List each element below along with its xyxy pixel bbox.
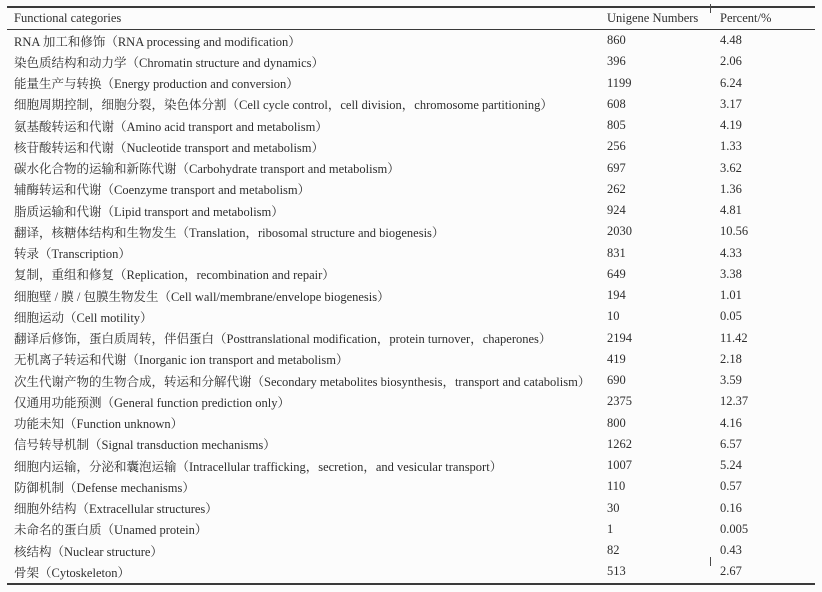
percent-cell: 1.01 <box>720 288 742 303</box>
category-cell: 未命名的蛋白质（Unamed protein） <box>14 523 208 538</box>
unigene-count-cell: 831 <box>607 245 626 260</box>
category-cell: 翻译，核糖体结构和生物发生（Translation，ribosomal structure and biogenesis） <box>14 225 445 240</box>
table-row <box>7 243 815 264</box>
table-row <box>7 519 815 540</box>
percent-cell: 4.81 <box>720 203 742 218</box>
table-row <box>7 328 815 349</box>
table-row <box>7 413 815 434</box>
percent-cell: 11.42 <box>720 330 748 345</box>
table-row <box>7 115 815 136</box>
table-row <box>7 200 815 221</box>
table-row <box>7 221 815 242</box>
percent-cell: 0.16 <box>720 500 742 515</box>
table-row <box>7 51 815 72</box>
percent-cell: 4.16 <box>720 415 742 430</box>
percent-cell: 1.36 <box>720 181 742 196</box>
unigene-count-cell: 608 <box>607 96 626 111</box>
table-row <box>7 158 815 179</box>
table-row <box>7 434 815 455</box>
category-cell: 核苷酸转运和代谢（Nucleotide transport and metabolism） <box>14 140 325 155</box>
category-cell: 防御机制（Defense mechanisms） <box>14 480 195 495</box>
table-row <box>7 136 815 157</box>
unigene-count-cell: 194 <box>607 288 626 303</box>
unigene-count-cell: 697 <box>607 160 626 175</box>
category-cell: 细胞壁 / 膜 / 包膜生物发生（Cell wall/membrane/envelope biogenesis） <box>14 289 390 304</box>
percent-cell: 3.17 <box>720 96 742 111</box>
category-cell: 骨架（Cytoskeleton） <box>14 565 130 580</box>
table-row <box>7 455 815 476</box>
table-row <box>7 285 815 306</box>
table-row <box>7 179 815 200</box>
percent-cell: 6.57 <box>720 436 742 451</box>
unigene-count-cell: 805 <box>607 118 626 133</box>
table-row <box>7 94 815 115</box>
unigene-count-cell: 82 <box>607 543 620 558</box>
category-cell: 功能未知（Function unknown） <box>14 417 184 432</box>
category-cell: 碳水化合物的运输和新陈代谢（Carbohydrate transport and metabolism） <box>14 162 400 177</box>
unigene-count-cell: 690 <box>607 373 626 388</box>
percent-cell: 4.33 <box>720 245 742 260</box>
unigene-count-cell: 649 <box>607 266 626 281</box>
percent-cell: 3.38 <box>720 266 742 281</box>
percent-cell: 5.24 <box>720 458 742 473</box>
category-cell: 次生代谢产物的生物合成，转运和分解代谢（Secondary metabolites biosynthesis，transport and catabolism） <box>14 374 591 389</box>
unigene-count-cell: 800 <box>607 415 626 430</box>
table-row <box>7 391 815 412</box>
percent-cell: 12.37 <box>720 394 749 409</box>
category-cell: 染色质结构和动力学（Chromatin structure and dynamics） <box>14 55 325 70</box>
category-cell: 复制，重组和修复（Replication，recombination and repair） <box>14 268 335 283</box>
unigene-count-cell: 924 <box>607 203 626 218</box>
percent-cell: 1.33 <box>720 139 742 154</box>
table-row <box>7 370 815 391</box>
table-header-row <box>7 8 815 30</box>
percent-cell: 6.24 <box>720 75 742 90</box>
category-cell: 细胞周期控制，细胞分裂，染色体分割（Cell cycle control，cell division，chromosome partitioning） <box>14 98 553 113</box>
table-row <box>7 476 815 497</box>
table-row <box>7 73 815 94</box>
table-body <box>7 30 815 583</box>
category-cell: 脂质运输和代谢（Lipid transport and metabolism） <box>14 204 284 219</box>
unigene-count-cell: 396 <box>607 54 626 69</box>
column-divider-tick-bottom <box>710 557 711 566</box>
percent-cell: 3.62 <box>720 160 742 175</box>
category-cell: 辅酶转运和代谢（Coenzyme transport and metabolism） <box>14 183 311 198</box>
category-cell: 能量生产与转换（Energy production and conversion） <box>14 77 299 92</box>
column-header-unigene-numbers: Unigene Numbers <box>607 11 699 25</box>
percent-cell: 2.06 <box>720 54 742 69</box>
category-cell: RNA 加工和修饰（RNA processing and modification） <box>14 34 301 49</box>
percent-cell: 0.43 <box>720 543 742 558</box>
category-cell: 仅通用功能预测（General function prediction only） <box>14 395 290 410</box>
unigene-count-cell: 2030 <box>607 224 632 239</box>
percent-cell: 3.59 <box>720 373 742 388</box>
table-row <box>7 264 815 285</box>
category-cell: 无机离子转运和代谢（Inorganic ion transport and metabolism） <box>14 353 349 368</box>
column-divider-tick-top <box>710 4 711 13</box>
unigene-count-cell: 262 <box>607 181 626 196</box>
unigene-count-cell: 1199 <box>607 75 632 90</box>
category-cell: 氨基酸转运和代谢（Amino acid transport and metabolism） <box>14 119 328 134</box>
category-cell: 信号转导机制（Signal transduction mechanisms） <box>14 438 276 453</box>
category-cell: 细胞运动（Cell motility） <box>14 310 153 325</box>
category-cell: 细胞内运输，分泌和囊泡运输（Intracellular trafficking，secretion，and vesicular transport） <box>14 459 503 474</box>
cog-functional-categories-table <box>7 6 815 585</box>
unigene-count-cell: 30 <box>607 500 620 515</box>
unigene-count-cell: 10 <box>607 309 620 324</box>
category-cell: 细胞外结构（Extracellular structures） <box>14 502 218 517</box>
table-row <box>7 540 815 561</box>
category-cell: 转录（Transcription） <box>14 247 131 262</box>
unigene-count-cell: 2375 <box>607 394 632 409</box>
unigene-count-cell: 860 <box>607 33 626 48</box>
table-row <box>7 498 815 519</box>
unigene-count-cell: 513 <box>607 564 626 579</box>
percent-cell: 4.48 <box>720 33 742 48</box>
percent-cell: 0.005 <box>720 521 749 536</box>
unigene-count-cell: 1 <box>607 521 614 536</box>
category-cell: 核结构（Nuclear structure） <box>14 544 163 559</box>
unigene-count-cell: 2194 <box>607 330 632 345</box>
table-row <box>7 349 815 370</box>
unigene-count-cell: 1262 <box>607 436 632 451</box>
percent-cell: 0.57 <box>720 479 742 494</box>
column-header-percent: Percent/% <box>720 11 772 25</box>
unigene-count-cell: 110 <box>607 479 626 494</box>
percent-cell: 0.05 <box>720 309 742 324</box>
percent-cell: 2.18 <box>720 351 742 366</box>
percent-cell: 4.19 <box>720 118 742 133</box>
unigene-count-cell: 256 <box>607 139 626 154</box>
percent-cell: 2.67 <box>720 564 742 579</box>
table-row <box>7 561 815 582</box>
category-cell: 翻译后修饰，蛋白质周转，伴侣蛋白（Posttranslational modification，protein turnover，chaperones） <box>14 332 552 347</box>
table-row <box>7 306 815 327</box>
unigene-count-cell: 419 <box>607 351 626 366</box>
unigene-count-cell: 1007 <box>607 458 632 473</box>
table-row <box>7 30 815 51</box>
column-header-functional-categories: Functional categories <box>14 11 122 25</box>
percent-cell: 10.56 <box>720 224 749 239</box>
